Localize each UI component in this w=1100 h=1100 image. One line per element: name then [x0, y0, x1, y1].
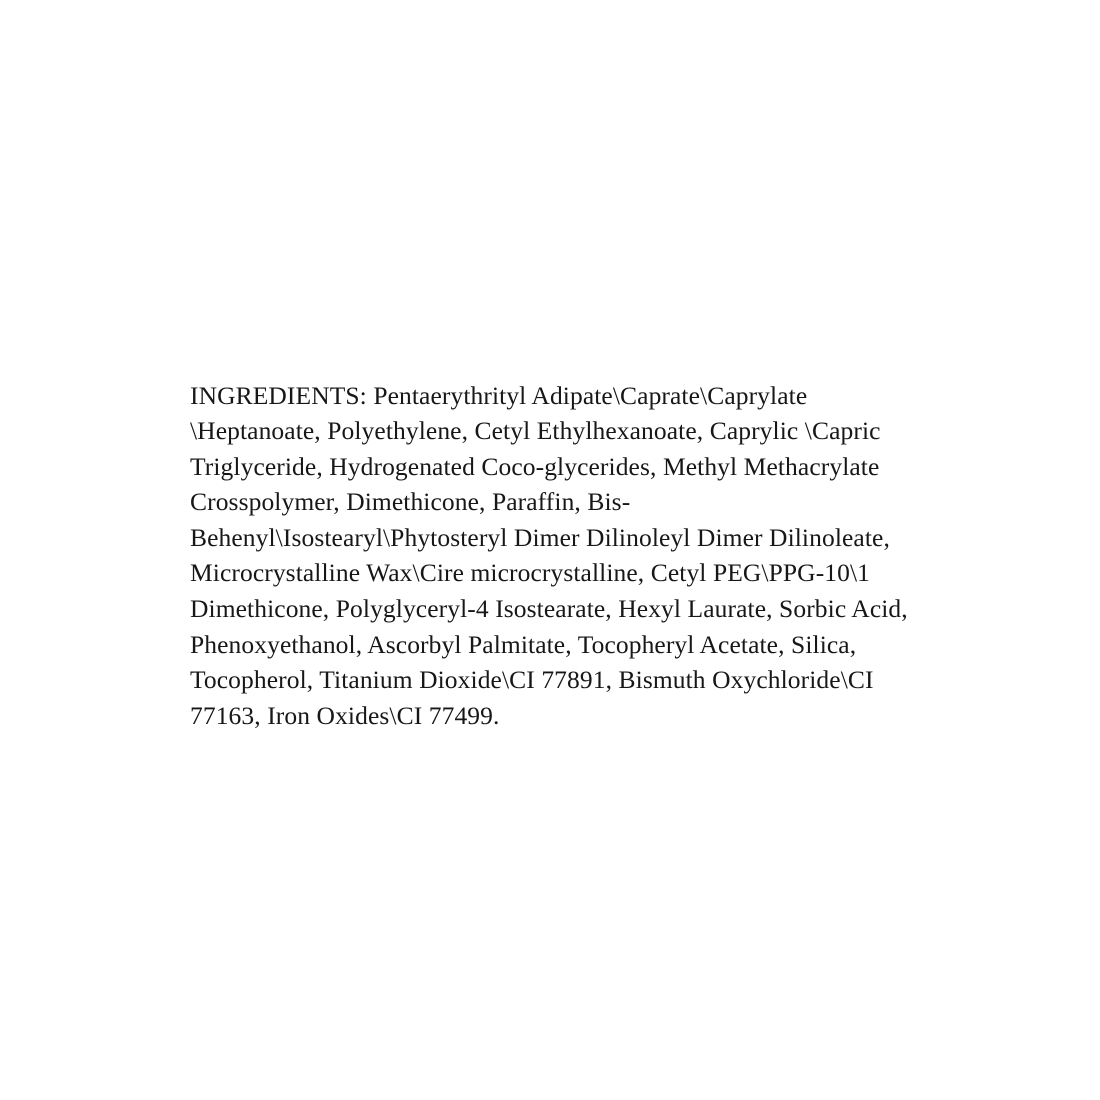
- ingredients-block: [190, 352, 920, 759]
- ingredients-paragraph: INGREDIENTS: Pentaerythrityl Adipate\Caprate\Caprylate \Heptanoate, Polyethylene, Cetyl Ethylhexanoate, Caprylic \Capric Triglyceride, Hydrogenated Coco-glycerides, Methyl Methacrylate Crosspolymer, Dimethicone, Paraffin, Bis-Behenyl\Isostearyl\Phytosteryl Dimer Dilinoleyl Dimer Dilinoleate, Microcrystalline Wax\Cire microcrystalline, Cetyl PEG\PPG-10\1 Dimethicone, Polyglyceryl-4 Isostearate, Hexyl Laurate, Sorbic Acid, Phenoxyethanol, Ascorbyl Palmitate, Tocopheryl Acetate, Silica, Tocopherol, Titanium Dioxide\CI 77891, Bismuth Oxychloride\CI 77163, Iron Oxides\CI 77499.: [190, 380, 915, 730]
